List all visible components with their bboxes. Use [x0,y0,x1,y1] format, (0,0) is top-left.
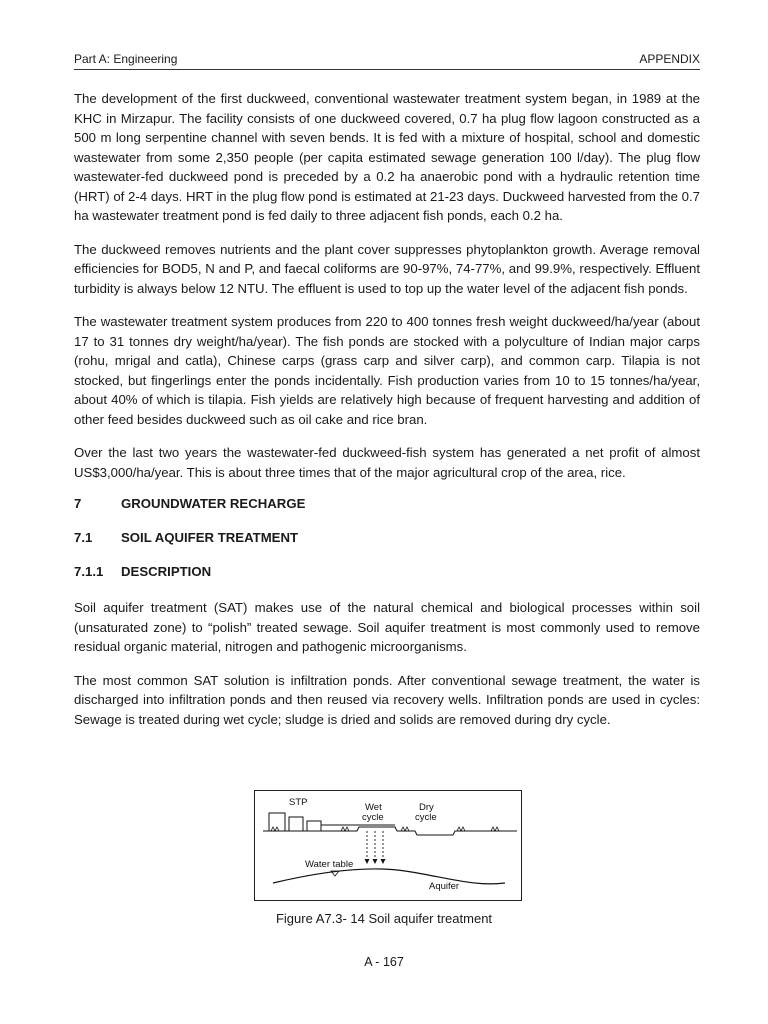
soil-aquifer-diagram [255,791,521,900]
section-title: DESCRIPTION [121,564,212,579]
water-table-line [273,869,505,884]
label-dry: Dry [419,802,434,813]
stp-tank-3 [307,821,321,831]
grass-icon [457,827,465,831]
paragraph-production: The wastewater treatment system produces from 220 to 400 tonnes fresh weight duckweed/ha/year (about 17 to 31 tonnes dry weight/ha/year). The fish ponds are stocked with a polyculture of Indian major carps (rohu, mrigal and catla), Chinese carps (grass carp and silver carp), and common carp. Tilapia is not stocked, but fingerlings enter the ponds incidentally. Fish production varies from 10 to 15 tonnes/ha/year, about 40% of which is tilapia. Fish yields are relatively high because of frequent harvesting and addition of other feed besides duckweed such as oil cake and rice bran. [74,314,700,427]
stp-tank-1 [269,813,285,831]
figure-caption: Figure A7.3- 14 Soil aquifer treatment [275,911,493,926]
wet-pond-water [359,824,395,827]
section-title: SOIL AQUIFER TREATMENT [121,530,299,545]
grass-icon [401,827,409,831]
paragraph-infiltration-ponds: The most common SAT solution is infiltration ponds. After conventional sewage treatment, the water is discharged into infiltration ponds and then reused via recovery wells. Infiltration ponds are used in cycles: Sewage is treated during wet cycle; sludge is dried and solids are removed during dry cycle. [74,672,700,727]
label-wet-cycle: cycle [362,812,384,823]
section-number: 7.1.1 [74,564,104,579]
soil-aquifer-figure [254,790,522,901]
grass-icon [271,827,279,831]
grass-icon [341,827,349,831]
paragraph-profit: Over the last two years the wastewater-fed duckweed-fish system has generated a net profit of almost US$3,000/ha/year. This is about three times that of the major agricultural crop of the area, rice. [74,445,700,480]
document-body [74,89,700,743]
label-wet: Wet [365,802,382,813]
paragraph-sat-description: Soil aquifer treatment (SAT) makes use of the natural chemical and biological processes within soil (unsaturated zone) to “polish” treated sewage. Soil aquifer treatment is most commonly used to remove residual organic material, nitrogen and pathogenic microorganisms. [74,600,700,654]
label-aquifer: Aquifer [429,881,460,892]
header-section-title: Part A: Engineering [74,52,178,66]
section-heading-7-1 [74,530,700,546]
arrow-heads [365,859,386,864]
section-heading-7 [74,496,700,512]
label-dry-cycle: cycle [415,812,437,823]
stp-tank-2 [289,817,303,831]
section-number: 7 [74,496,82,511]
page-header [74,50,700,70]
page-number: A - 167 [364,955,404,969]
label-water-table: Water table [305,859,354,870]
paragraph-duckweed-history: The development of the first duckweed, conventional wastewater treatment system began, in 1989 at the KHC in Mirzapur. The facility consists of one duckweed covered, 0.7 ha plug flow lagoon constructed as a 500 m long serpentine channel with seven bends. It is fed with a mixture of hospital, school and domestic wastewater from some 2,350 people (per capita estimated sewage generation 100 l/day). The plug flow wastewater-fed duckweed pond is preceded by a 0.2 ha anaerobic pond with a hydraulic retention time (HRT) of 2-4 days. HRT in the plug flow pond is estimated at 21-23 days. Duckweed harvested from the 0.7 ha wastewater treatment pond is fed daily to three adjacent fish ponds, each 0.2 ha. [74,91,700,223]
grass-icon [491,827,499,831]
section-title: GROUNDWATER RECHARGE [121,496,306,511]
infiltration-arrows [367,831,383,861]
section-number: 7.1 [74,530,93,545]
header-appendix-label: APPENDIX [639,52,700,66]
paragraph-removal-efficiency: The duckweed removes nutrients and the plant cover suppresses phytoplankton growth. Average removal efficiencies for BOD5, N and P, and faecal coliforms are 90-97%, 74-77%, and 99.9%, respectively. Effluent turbidity is always below 12 NTU. The effluent is used to top up the water level of the adjacent fish ponds. [74,241,700,296]
section-heading-7-1-1 [74,564,700,580]
label-stp: STP [289,797,308,808]
